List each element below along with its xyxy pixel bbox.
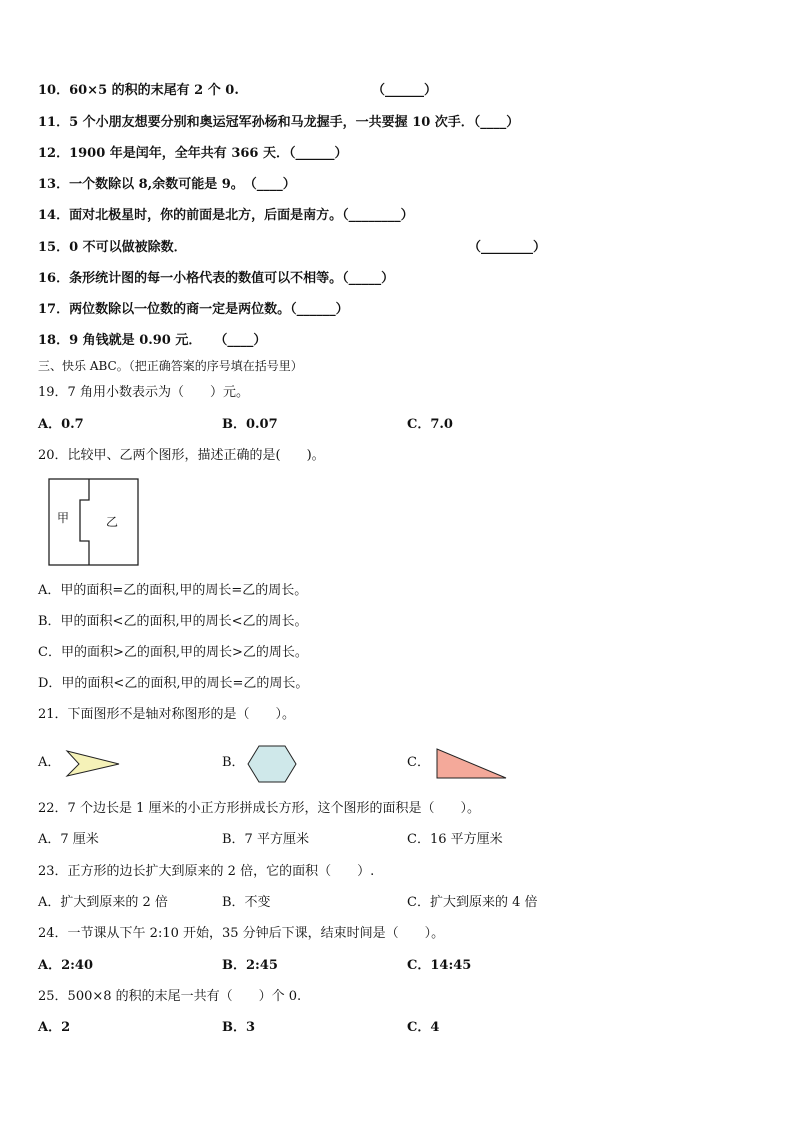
section-heading: 三、快乐 ABC。（把正确答案的序号填在括号里）: [38, 359, 303, 373]
q23-option-c[interactable]: C．扩大到原来的 4 倍: [407, 895, 538, 910]
q20-option-a[interactable]: A．甲的面积=乙的面积,甲的周长=乙的周长。: [38, 583, 308, 598]
question-23: 23．正方形的边长扩大到原来的 2 倍，它的面积（ ）.: [38, 864, 375, 879]
q21-option-a[interactable]: A．: [38, 755, 61, 770]
hexagon-shape-icon: [247, 745, 299, 785]
answer-blank-10[interactable]: （______）: [372, 83, 438, 98]
q19-option-a[interactable]: A．0.7: [38, 417, 84, 432]
q24-option-a[interactable]: A．2:40: [38, 958, 94, 973]
q23-option-a[interactable]: A．扩大到原来的 2 倍: [38, 895, 168, 910]
question-24: 24．一节课从下午 2:10 开始，35 分钟后下课，结束时间是（ ）。: [38, 926, 445, 941]
question-15: 15．0 不可以做被除数．: [38, 240, 187, 255]
figure-label-yi: 乙: [106, 515, 119, 529]
question-13: 13．一个数除以 8,余数可能是 9。 （____）: [38, 177, 296, 192]
q25-option-a[interactable]: A．2: [38, 1020, 71, 1035]
question-19: 19．7 角用小数表示为（ ）元。: [38, 385, 249, 400]
q25-option-b[interactable]: B．3: [222, 1020, 256, 1035]
question-10: 10．60×5 的积的末尾有 2 个 0.: [38, 83, 239, 98]
question-17: 17．两位数除以一位数的商一定是两位数。（______）: [38, 302, 349, 317]
figure-label-jia: 甲: [57, 511, 70, 525]
q20-option-c[interactable]: C．甲的面积>乙的面积,甲的周长>乙的周长。: [38, 645, 308, 660]
q19-option-b[interactable]: B．0.07: [222, 417, 278, 432]
question-16: 16．条形统计图的每一小格代表的数值可以不相等。（_____）: [38, 271, 395, 286]
q21-option-c[interactable]: C．: [407, 755, 430, 770]
q24-option-b[interactable]: B．2:45: [222, 958, 278, 973]
q24-option-c[interactable]: C．14:45: [407, 958, 472, 973]
q20-option-b[interactable]: B．甲的面积<乙的面积,甲的周长<乙的周长。: [38, 614, 308, 629]
q23-option-b[interactable]: B．不变: [222, 895, 271, 910]
q25-option-c[interactable]: C．4: [407, 1020, 440, 1035]
q22-option-a[interactable]: A．7 厘米: [38, 832, 99, 847]
q22-option-b[interactable]: B．7 平方厘米: [222, 832, 309, 847]
arrow-shape-icon: [66, 750, 122, 778]
triangle-shape-icon: [436, 748, 510, 782]
question-11: 11．5 个小朋友想要分别和奥运冠军孙杨和马龙握手，一共要握 10 次手．（____）: [38, 115, 520, 130]
question-22: 22．7 个边长是 1 厘米的小正方形拼成长方形，这个图形的面积是（ ）。: [38, 801, 480, 816]
question-18: 18．9 角钱就是 0.90 元． （____）: [38, 333, 267, 348]
question-20: 20．比较甲、乙两个图形，描述正确的是( )。: [38, 448, 325, 463]
answer-blank-15[interactable]: （________）: [468, 240, 547, 255]
question-12: 12．1900 年是闰年，全年共有 366 天．（______）: [38, 146, 348, 161]
question-21: 21．下面图形不是轴对称图形的是（ ）。: [38, 707, 296, 722]
q21-option-b[interactable]: B．: [222, 755, 245, 770]
q20-option-d[interactable]: D．甲的面积<乙的面积,甲的周长=乙的周长。: [38, 676, 309, 691]
question-14: 14．面对北极星时，你的前面是北方，后面是南方。（________）: [38, 208, 414, 223]
question-25: 25．500×8 的积的末尾一共有（ ）个 0.: [38, 989, 302, 1004]
q19-option-c[interactable]: C．7.0: [407, 417, 453, 432]
q22-option-c[interactable]: C．16 平方厘米: [407, 832, 503, 847]
